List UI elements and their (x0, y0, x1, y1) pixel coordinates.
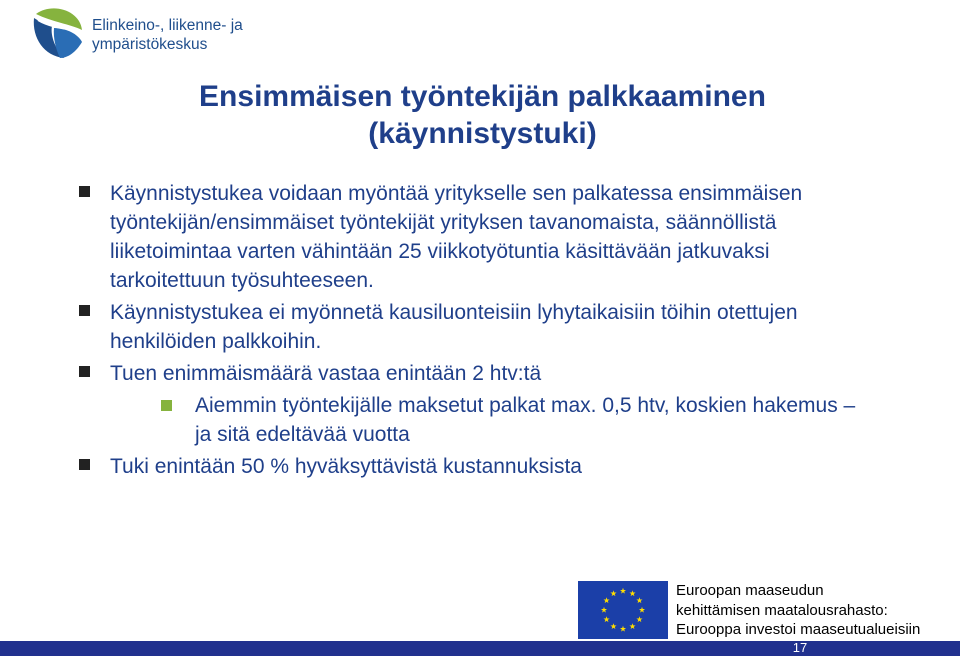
title-line-1: Ensimmäisen työntekijän palkkaaminen (199, 80, 766, 113)
eu-star-icon (629, 623, 635, 629)
ely-leaf-logo-icon (30, 6, 88, 60)
bullet-item (76, 452, 876, 481)
eu-star-icon (604, 597, 610, 603)
bullet-text: Käynnistystukea voidaan myöntää yritykselle sen palkatessa ensimmäisen työntekijän/ensimmäiset työntekijät yrityksen tavanomaista, säännöllistä liiketoimintaa varten vähintään 25 viikkotyötuntia käsittävään jatkuvaksi tarkoitettuun työsuhteeseen. (110, 182, 803, 292)
square-bullet-icon (79, 305, 90, 316)
eu-line-3: Eurooppa investoi maaseutualueisiin (676, 621, 921, 638)
eu-star-icon (636, 597, 642, 603)
eu-line-2: kehittämisen maatalousrahasto: (676, 601, 888, 619)
logo-line-1: Elinkeino-, liikenne- ja (92, 17, 243, 34)
ely-logo (30, 6, 260, 60)
eu-star-icon (639, 607, 645, 613)
eu-flag-icon (578, 581, 668, 639)
eu-star-icon (629, 590, 635, 596)
eu-funding-text (676, 581, 958, 640)
logo-line-2: ympäristökeskus (92, 36, 208, 53)
square-bullet-icon (79, 186, 90, 197)
eu-star-icon (610, 623, 616, 629)
square-bullet-icon (79, 366, 90, 377)
eu-star-icon (620, 626, 626, 632)
green-square-bullet-icon (161, 400, 172, 411)
eu-star-icon (610, 590, 616, 596)
bullet-text: Tuen enimmäismäärä vastaa enintään 2 htv:tä (110, 362, 542, 385)
page-number: 17 (792, 640, 808, 655)
logo-text (92, 16, 243, 54)
bullet-text: Käynnistystukea ei myönnetä kausiluonteisiin lyhytaikaisiin töihin otettujen henkilöiden palkkoihin. (110, 301, 798, 353)
sub-bullet-item (161, 391, 876, 449)
eu-star-icon (636, 616, 642, 622)
page-title (120, 78, 845, 152)
eu-flag (578, 581, 668, 639)
square-bullet-icon (79, 459, 90, 470)
bullet-list (76, 179, 876, 481)
bottom-bar (0, 641, 960, 656)
sub-bullet-text: Aiemmin työntekijälle maksetut palkat max. 0,5 htv, koskien hakemus – ja sitä edeltävää vuotta (195, 394, 856, 446)
bullet-item (76, 298, 876, 356)
eu-star-icon (601, 607, 607, 613)
bullet-item (76, 359, 876, 388)
title-line-2: (käynnistystuki) (368, 117, 597, 150)
bullet-text: Tuki enintään 50 % hyväksyttävistä kustannuksista (110, 455, 582, 478)
eu-line-1: Euroopan maaseudun (676, 582, 824, 599)
eu-star-icon (620, 588, 626, 594)
bullet-item (76, 179, 876, 295)
eu-star-icon (604, 616, 610, 622)
